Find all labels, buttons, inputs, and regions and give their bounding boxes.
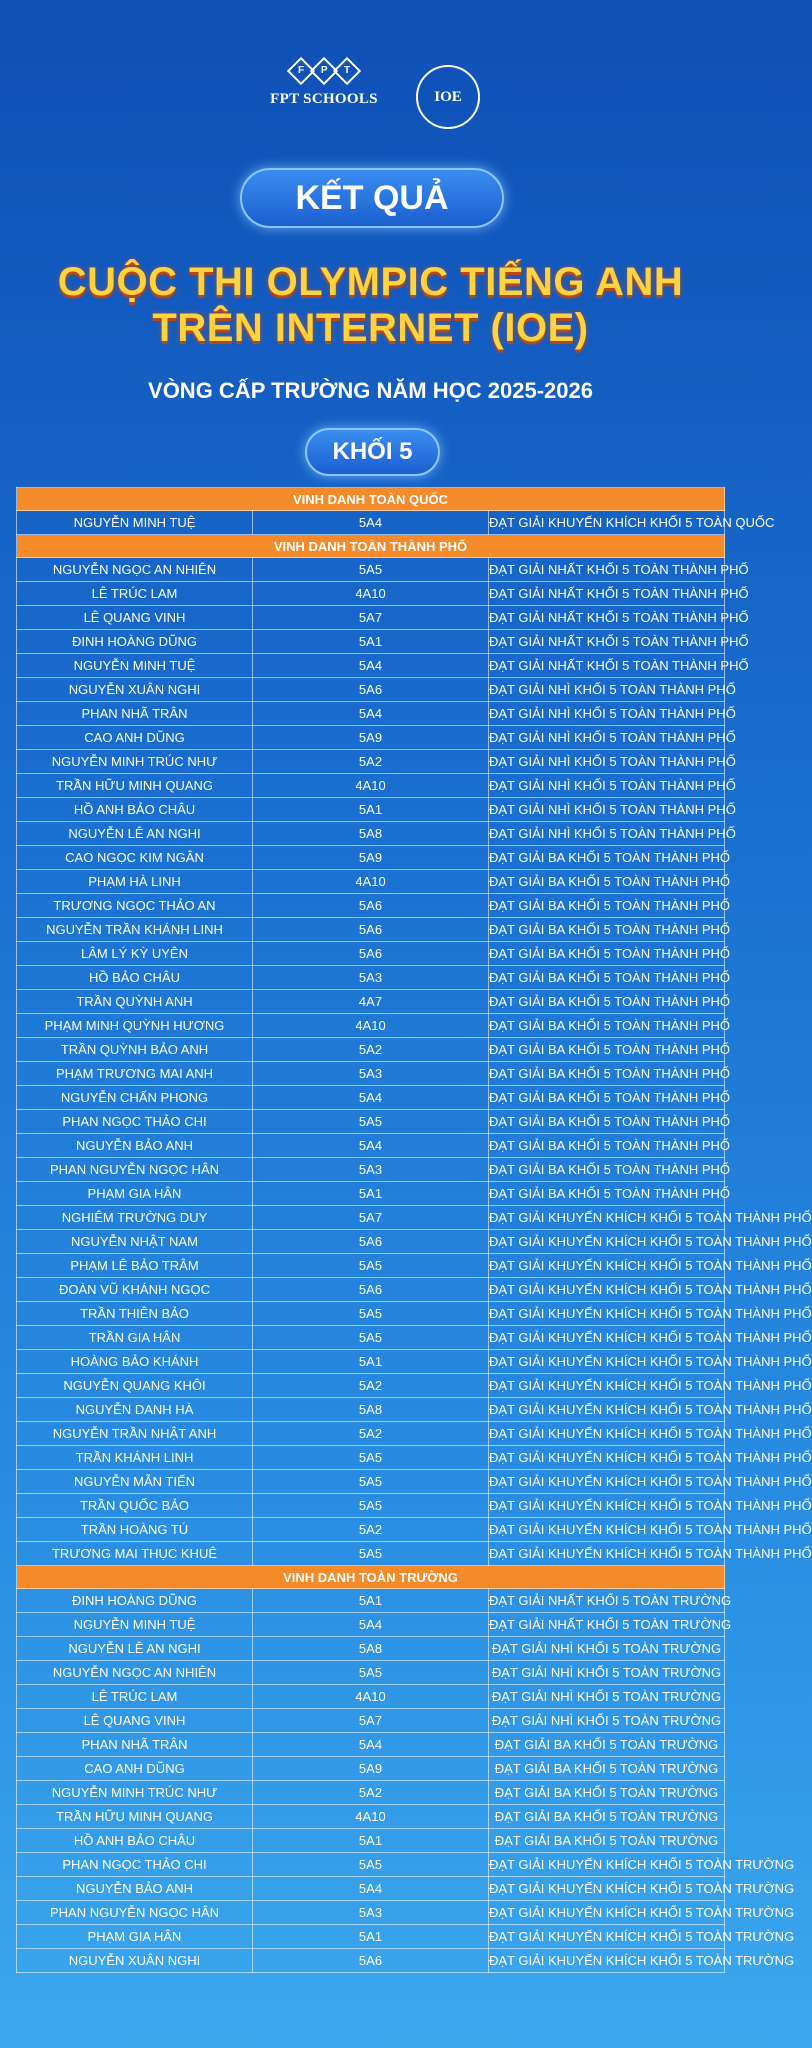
class-name: 5A1: [253, 1589, 489, 1613]
award-text: ĐẠT GIẢI BA KHỐI 5 TOÀN THÀNH PHỐ: [489, 894, 725, 918]
header: [0, 0, 741, 486]
student-name: PHAN NHÃ TRÂN: [17, 702, 253, 726]
award-text: ĐẠT GIẢI NHÌ KHỐI 5 TOÀN THÀNH PHỐ: [489, 774, 725, 798]
table-row: [17, 1398, 725, 1422]
student-name: NGUYỄN LÊ AN NGHI: [17, 822, 253, 846]
table-row: [17, 1709, 725, 1733]
award-text: ĐẠT GIẢI BA KHỐI 5 TOÀN THÀNH PHỐ: [489, 1110, 725, 1134]
student-name: TRẦN QUỲNH BẢO ANH: [17, 1038, 253, 1062]
award-text: ĐẠT GIẢI NHẤT KHỐI 5 TOÀN THÀNH PHỐ: [489, 606, 725, 630]
student-name: ĐINH HOÀNG DŨNG: [17, 630, 253, 654]
student-name: HỒ ANH BẢO CHÂU: [17, 798, 253, 822]
class-name: 5A3: [253, 966, 489, 990]
table-row: [17, 1182, 725, 1206]
class-name: 5A4: [253, 702, 489, 726]
student-name: LÊ QUANG VINH: [17, 606, 253, 630]
student-name: NGUYỄN NHẬT NAM: [17, 1230, 253, 1254]
ioe-logo-text: IOE: [434, 88, 462, 105]
student-name: NGUYỄN LÊ AN NGHI: [17, 1637, 253, 1661]
table-row: [17, 1877, 725, 1901]
student-name: PHAN NGUYỄN NGỌC HÂN: [17, 1901, 253, 1925]
table-row: [17, 870, 725, 894]
class-name: 5A5: [253, 1446, 489, 1470]
table-row: [17, 1542, 725, 1566]
result-badge: KẾT QUẢ: [240, 168, 504, 228]
class-name: 5A4: [253, 511, 489, 535]
student-name: TRẦN KHÁNH LINH: [17, 1446, 253, 1470]
award-text: ĐẠT GIẢI NHÌ KHỐI 5 TOÀN THÀNH PHỐ: [489, 798, 725, 822]
class-name: 5A5: [253, 1853, 489, 1877]
class-name: 5A5: [253, 558, 489, 582]
award-text: ĐẠT GIẢI NHẤT KHỐI 5 TOÀN THÀNH PHỐ: [489, 630, 725, 654]
student-name: NGUYỄN MINH TRÚC NHƯ: [17, 750, 253, 774]
award-text: ĐẠT GIẢI KHUYẾN KHÍCH KHỐI 5 TOÀN TRƯỜNG: [489, 1901, 725, 1925]
student-name: PHAN NHÃ TRÂN: [17, 1733, 253, 1757]
table-row: [17, 1470, 725, 1494]
table-row: [17, 630, 725, 654]
table-row: [17, 1733, 725, 1757]
table-row: [17, 1326, 725, 1350]
award-text: ĐẠT GIẢI BA KHỐI 5 TOÀN THÀNH PHỐ: [489, 918, 725, 942]
student-name: TRẦN GIA HÂN: [17, 1326, 253, 1350]
award-text: ĐẠT GIẢI BA KHỐI 5 TOÀN TRƯỜNG: [489, 1829, 725, 1853]
ioe-logo: [416, 65, 480, 129]
award-text: ĐẠT GIẢI KHUYẾN KHÍCH KHỐI 5 TOÀN THÀNH PHỐ: [489, 1350, 725, 1374]
award-text: ĐẠT GIẢI KHUYẾN KHÍCH KHỐI 5 TOÀN THÀNH PHỐ: [489, 1518, 725, 1542]
table-row: [17, 1829, 725, 1853]
class-name: 5A2: [253, 1781, 489, 1805]
table-row: [17, 1086, 725, 1110]
table-row: [17, 678, 725, 702]
table-row: [17, 1302, 725, 1326]
table-row: [17, 1949, 725, 1973]
award-text: ĐẠT GIẢI BA KHỐI 5 TOÀN TRƯỜNG: [489, 1805, 725, 1829]
table-row: [17, 942, 725, 966]
class-name: 5A2: [253, 750, 489, 774]
student-name: PHẠM GIA HÂN: [17, 1925, 253, 1949]
class-name: 4A10: [253, 870, 489, 894]
award-text: ĐẠT GIẢI BA KHỐI 5 TOÀN TRƯỜNG: [489, 1733, 725, 1757]
class-name: 5A2: [253, 1422, 489, 1446]
results-table: [16, 487, 812, 1973]
class-name: 5A3: [253, 1901, 489, 1925]
section-header: [17, 488, 725, 511]
class-name: 5A1: [253, 798, 489, 822]
award-text: ĐẠT GIẢI KHUYẾN KHÍCH KHỐI 5 TOÀN THÀNH PHỐ: [489, 1374, 725, 1398]
table-row: [17, 1781, 725, 1805]
table-row: [17, 846, 725, 870]
award-text: ĐẠT GIẢI KHUYẾN KHÍCH KHỐI 5 TOÀN THÀNH PHỐ: [489, 1254, 725, 1278]
award-text: ĐẠT GIẢI NHẤT KHỐI 5 TOÀN TRƯỜNG: [489, 1589, 725, 1613]
student-name: NGUYỄN MẪN TIẾN: [17, 1470, 253, 1494]
award-text: ĐẠT GIẢI KHUYẾN KHÍCH KHỐI 5 TOÀN TRƯỜNG: [489, 1853, 725, 1877]
class-name: 5A5: [253, 1110, 489, 1134]
student-name: NGUYỄN MINH TUỆ: [17, 1613, 253, 1637]
class-name: 5A2: [253, 1374, 489, 1398]
student-name: TRẦN QUỐC BẢO: [17, 1494, 253, 1518]
class-name: 5A9: [253, 726, 489, 750]
class-name: 5A4: [253, 1134, 489, 1158]
table-row: [17, 1278, 725, 1302]
class-name: 5A4: [253, 1613, 489, 1637]
class-name: 5A4: [253, 1733, 489, 1757]
table-row: [17, 654, 725, 678]
table-row: [17, 966, 725, 990]
table-row: [17, 1685, 725, 1709]
class-name: 5A8: [253, 1398, 489, 1422]
award-text: ĐẠT GIẢI NHÌ KHỐI 5 TOÀN THÀNH PHỐ: [489, 726, 725, 750]
student-name: TRẦN QUỲNH ANH: [17, 990, 253, 1014]
class-name: 5A1: [253, 1829, 489, 1853]
table-row: [17, 894, 725, 918]
student-name: LÊ QUANG VINH: [17, 1709, 253, 1733]
table-row: [17, 1805, 725, 1829]
table-row: [17, 1757, 725, 1781]
table-row: [17, 1589, 725, 1613]
class-name: 5A1: [253, 630, 489, 654]
award-text: ĐẠT GIẢI KHUYẾN KHÍCH KHỐI 5 TOÀN THÀNH PHỐ: [489, 1398, 725, 1422]
table-row: [17, 1422, 725, 1446]
table-row: [17, 1374, 725, 1398]
table-row: [17, 1901, 725, 1925]
award-text: ĐẠT GIẢI BA KHỐI 5 TOÀN THÀNH PHỐ: [489, 1038, 725, 1062]
class-name: 5A1: [253, 1182, 489, 1206]
table-row: [17, 1446, 725, 1470]
student-name: TRẦN THIÊN BẢO: [17, 1302, 253, 1326]
class-name: 4A10: [253, 1014, 489, 1038]
class-name: 5A1: [253, 1925, 489, 1949]
table-row: [17, 798, 725, 822]
fpt-schools-name: FPT SCHOOLS: [270, 91, 378, 107]
table-row: [17, 1853, 725, 1877]
class-name: 5A2: [253, 1518, 489, 1542]
table-row: [17, 1637, 725, 1661]
student-name: PHAN NGUYỄN NGỌC HÂN: [17, 1158, 253, 1182]
student-name: NGUYỄN BẢO ANH: [17, 1877, 253, 1901]
student-name: TRẦN HỮU MINH QUANG: [17, 774, 253, 798]
round-subtitle: VÒNG CẤP TRƯỜNG NĂM HỌC 2025-2026: [148, 378, 593, 403]
table-row: [17, 1350, 725, 1374]
table-row: [17, 582, 725, 606]
award-text: ĐẠT GIẢI KHUYẾN KHÍCH KHỐI 5 TOÀN TRƯỜNG: [489, 1949, 725, 1973]
student-name: PHẠM GIA HÂN: [17, 1182, 253, 1206]
award-text: ĐẠT GIẢI KHUYẾN KHÍCH KHỐI 5 TOÀN THÀNH PHỐ: [489, 1494, 725, 1518]
award-text: ĐẠT GIẢI NHẤT KHỐI 5 TOÀN THÀNH PHỐ: [489, 582, 725, 606]
award-text: ĐẠT GIẢI BA KHỐI 5 TOÀN THÀNH PHỐ: [489, 966, 725, 990]
student-name: PHAN NGỌC THẢO CHI: [17, 1110, 253, 1134]
student-name: PHẠM TRƯƠNG MAI ANH: [17, 1062, 253, 1086]
award-text: ĐẠT GIẢI KHUYẾN KHÍCH KHỐI 5 TOÀN TRƯỜNG: [489, 1877, 725, 1901]
award-text: ĐẠT GIẢI NHẤT KHỐI 5 TOÀN THÀNH PHỐ: [489, 558, 725, 582]
fpt-logo-icon: F P T: [291, 61, 357, 81]
student-name: TRẦN HOÀNG TÚ: [17, 1518, 253, 1542]
award-text: ĐẠT GIẢI BA KHỐI 5 TOÀN THÀNH PHỐ: [489, 1014, 725, 1038]
award-text: ĐẠT GIẢI KHUYẾN KHÍCH KHỐI 5 TOÀN THÀNH PHỐ: [489, 1446, 725, 1470]
class-name: 5A6: [253, 678, 489, 702]
student-name: ĐOÀN VŨ KHÁNH NGỌC: [17, 1278, 253, 1302]
class-name: 4A10: [253, 1685, 489, 1709]
fpt-schools-logo: [264, 60, 384, 108]
student-name: NGUYỄN CHẤN PHONG: [17, 1086, 253, 1110]
table-row: [17, 1038, 725, 1062]
class-name: 5A8: [253, 822, 489, 846]
table-row: [17, 1494, 725, 1518]
class-name: 5A5: [253, 1494, 489, 1518]
class-name: 5A3: [253, 1158, 489, 1182]
table-row: [17, 702, 725, 726]
award-text: ĐẠT GIẢI BA KHỐI 5 TOÀN THÀNH PHỐ: [489, 990, 725, 1014]
table-row: [17, 1014, 725, 1038]
class-name: 5A6: [253, 1278, 489, 1302]
section-title: VINH DANH TOÀN QUỐC: [17, 488, 725, 511]
class-name: 4A10: [253, 1805, 489, 1829]
student-name: CAO NGỌC KIM NGÂN: [17, 846, 253, 870]
award-text: ĐẠT GIẢI KHUYẾN KHÍCH KHỐI 5 TOÀN THÀNH PHỐ: [489, 1422, 725, 1446]
student-name: NGUYỄN NGỌC AN NHIÊN: [17, 1661, 253, 1685]
contest-title-line-2: TRÊN INTERNET (IOE): [152, 306, 589, 350]
student-name: NGUYỄN BẢO ANH: [17, 1134, 253, 1158]
section-title: VINH DANH TOÀN THÀNH PHỐ: [17, 535, 725, 558]
class-name: 5A7: [253, 606, 489, 630]
award-text: ĐẠT GIẢI KHUYẾN KHÍCH KHỐI 5 TOÀN THÀNH PHỐ: [489, 1278, 725, 1302]
student-name: NGUYỄN XUÂN NGHI: [17, 1949, 253, 1973]
student-name: ĐINH HOÀNG DŨNG: [17, 1589, 253, 1613]
class-name: 5A5: [253, 1302, 489, 1326]
table-row: [17, 1925, 725, 1949]
student-name: NGUYỄN DANH HÀ: [17, 1398, 253, 1422]
award-text: ĐẠT GIẢI KHUYẾN KHÍCH KHỐI 5 TOÀN TRƯỜNG: [489, 1925, 725, 1949]
student-name: NGUYỄN TRẦN NHẬT ANH: [17, 1422, 253, 1446]
student-name: TRƯƠNG NGỌC THẢO AN: [17, 894, 253, 918]
table-row: [17, 1158, 725, 1182]
table-row: [17, 1134, 725, 1158]
contest-title-line-1: CUỘC THI OLYMPIC TIẾNG ANH: [57, 260, 684, 304]
award-text: ĐẠT GIẢI NHÌ KHỐI 5 TOÀN THÀNH PHỐ: [489, 702, 725, 726]
table-row: [17, 606, 725, 630]
student-name: PHẠM HÀ LINH: [17, 870, 253, 894]
award-text: ĐẠT GIẢI BA KHỐI 5 TOÀN THÀNH PHỐ: [489, 1134, 725, 1158]
award-text: ĐẠT GIẢI BA KHỐI 5 TOÀN THÀNH PHỐ: [489, 1182, 725, 1206]
student-name: LÊ TRÚC LAM: [17, 1685, 253, 1709]
student-name: HOÀNG BẢO KHÁNH: [17, 1350, 253, 1374]
class-name: 5A4: [253, 1086, 489, 1110]
class-name: 5A5: [253, 1542, 489, 1566]
student-name: NGUYỄN NGỌC AN NHIÊN: [17, 558, 253, 582]
student-name: HỒ BẢO CHÂU: [17, 966, 253, 990]
award-text: ĐẠT GIẢI NHÌ KHỐI 5 TOÀN THÀNH PHỐ: [489, 822, 725, 846]
class-name: 4A10: [253, 774, 489, 798]
class-name: 5A6: [253, 942, 489, 966]
class-name: 5A5: [253, 1470, 489, 1494]
grade-badge: KHỐI 5: [305, 428, 440, 476]
class-name: 5A1: [253, 1350, 489, 1374]
class-name: 5A6: [253, 1230, 489, 1254]
class-name: 5A6: [253, 918, 489, 942]
student-name: NGUYỄN TRẦN KHÁNH LINH: [17, 918, 253, 942]
student-name: NGHIÊM TRƯỜNG DUY: [17, 1206, 253, 1230]
award-text: ĐẠT GIẢI BA KHỐI 5 TOÀN THÀNH PHỐ: [489, 1086, 725, 1110]
award-text: ĐẠT GIẢI KHUYẾN KHÍCH KHỐI 5 TOÀN THÀNH PHỐ: [489, 1470, 725, 1494]
award-text: ĐẠT GIẢI KHUYẾN KHÍCH KHỐI 5 TOÀN THÀNH PHỐ: [489, 1206, 725, 1230]
award-text: ĐẠT GIẢI NHÌ KHỐI 5 TOÀN TRƯỜNG: [489, 1637, 725, 1661]
award-text: ĐẠT GIẢI BA KHỐI 5 TOÀN TRƯỜNG: [489, 1781, 725, 1805]
award-text: ĐẠT GIẢI BA KHỐI 5 TOÀN THÀNH PHỐ: [489, 870, 725, 894]
student-name: HỒ ANH BẢO CHÂU: [17, 1829, 253, 1853]
section-header: [17, 1566, 725, 1589]
class-name: 5A4: [253, 654, 489, 678]
award-text: ĐẠT GIẢI KHUYẾN KHÍCH KHỐI 5 TOÀN THÀNH PHỐ: [489, 1302, 725, 1326]
award-text: ĐẠT GIẢI NHÌ KHỐI 5 TOÀN TRƯỜNG: [489, 1685, 725, 1709]
award-text: ĐẠT GIẢI BA KHỐI 5 TOÀN THÀNH PHỐ: [489, 942, 725, 966]
student-name: PHẠM MINH QUỲNH HƯƠNG: [17, 1014, 253, 1038]
table-row: [17, 726, 725, 750]
student-name: NGUYỄN MINH TUỆ: [17, 654, 253, 678]
table-row: [17, 511, 725, 535]
award-text: ĐẠT GIẢI KHUYẾN KHÍCH KHỐI 5 TOÀN QUỐC: [489, 511, 725, 535]
award-text: ĐẠT GIẢI BA KHỐI 5 TOÀN TRƯỜNG: [489, 1757, 725, 1781]
table-row: [17, 1062, 725, 1086]
award-text: ĐẠT GIẢI NHÌ KHỐI 5 TOÀN THÀNH PHỐ: [489, 678, 725, 702]
award-text: ĐẠT GIẢI BA KHỐI 5 TOÀN THÀNH PHỐ: [489, 1062, 725, 1086]
table-row: [17, 1230, 725, 1254]
section-title: VINH DANH TOÀN TRƯỜNG: [17, 1566, 725, 1589]
class-name: 5A3: [253, 1062, 489, 1086]
class-name: 5A7: [253, 1709, 489, 1733]
table-row: [17, 990, 725, 1014]
award-text: ĐẠT GIẢI NHÌ KHỐI 5 TOÀN TRƯỜNG: [489, 1661, 725, 1685]
class-name: 5A5: [253, 1326, 489, 1350]
table-row: [17, 1661, 725, 1685]
class-name: 5A7: [253, 1206, 489, 1230]
table-row: [17, 750, 725, 774]
award-text: ĐẠT GIẢI BA KHỐI 5 TOÀN THÀNH PHỐ: [489, 846, 725, 870]
award-text: ĐẠT GIẢI NHẤT KHỐI 5 TOÀN THÀNH PHỐ: [489, 654, 725, 678]
table-row: [17, 1613, 725, 1637]
student-name: LÊ TRÚC LAM: [17, 582, 253, 606]
student-name: NGUYỄN MINH TUỆ: [17, 511, 253, 535]
student-name: TRƯƠNG MAI THỤC KHUÊ: [17, 1542, 253, 1566]
table-row: [17, 822, 725, 846]
class-name: 5A9: [253, 1757, 489, 1781]
student-name: PHẠM LÊ BẢO TRÂM: [17, 1254, 253, 1278]
class-name: 5A2: [253, 1038, 489, 1062]
class-name: 5A8: [253, 1637, 489, 1661]
table-row: [17, 1254, 725, 1278]
student-name: NGUYỄN MINH TRÚC NHƯ: [17, 1781, 253, 1805]
class-name: 4A7: [253, 990, 489, 1014]
award-text: ĐẠT GIẢI NHẤT KHỐI 5 TOÀN TRƯỜNG: [489, 1613, 725, 1637]
student-name: PHAN NGỌC THẢO CHI: [17, 1853, 253, 1877]
award-text: ĐẠT GIẢI NHÌ KHỐI 5 TOÀN THÀNH PHỐ: [489, 750, 725, 774]
student-name: CAO ANH DŨNG: [17, 726, 253, 750]
award-text: ĐẠT GIẢI NHÌ KHỐI 5 TOÀN TRƯỜNG: [489, 1709, 725, 1733]
table-row: [17, 558, 725, 582]
award-text: ĐẠT GIẢI KHUYẾN KHÍCH KHỐI 5 TOÀN THÀNH PHỐ: [489, 1542, 725, 1566]
table-row: [17, 918, 725, 942]
section-header: [17, 535, 725, 558]
class-name: 5A6: [253, 894, 489, 918]
student-name: LÂM LÝ KỲ UYÊN: [17, 942, 253, 966]
table-row: [17, 1110, 725, 1134]
class-name: 5A9: [253, 846, 489, 870]
table-row: [17, 774, 725, 798]
student-name: CAO ANH DŨNG: [17, 1757, 253, 1781]
class-name: 5A5: [253, 1254, 489, 1278]
student-name: TRẦN HỮU MINH QUANG: [17, 1805, 253, 1829]
student-name: NGUYỄN QUANG KHÔI: [17, 1374, 253, 1398]
class-name: 5A4: [253, 1877, 489, 1901]
award-text: ĐẠT GIẢI KHUYẾN KHÍCH KHỐI 5 TOÀN THÀNH PHỐ: [489, 1326, 725, 1350]
class-name: 5A6: [253, 1949, 489, 1973]
table-row: [17, 1206, 725, 1230]
class-name: 5A5: [253, 1661, 489, 1685]
student-name: NGUYỄN XUÂN NGHI: [17, 678, 253, 702]
table-row: [17, 1518, 725, 1542]
class-name: 4A10: [253, 582, 489, 606]
award-text: ĐẠT GIẢI BA KHỐI 5 TOÀN THÀNH PHỐ: [489, 1158, 725, 1182]
award-text: ĐẠT GIẢI KHUYẾN KHÍCH KHỐI 5 TOÀN THÀNH PHỐ: [489, 1230, 725, 1254]
